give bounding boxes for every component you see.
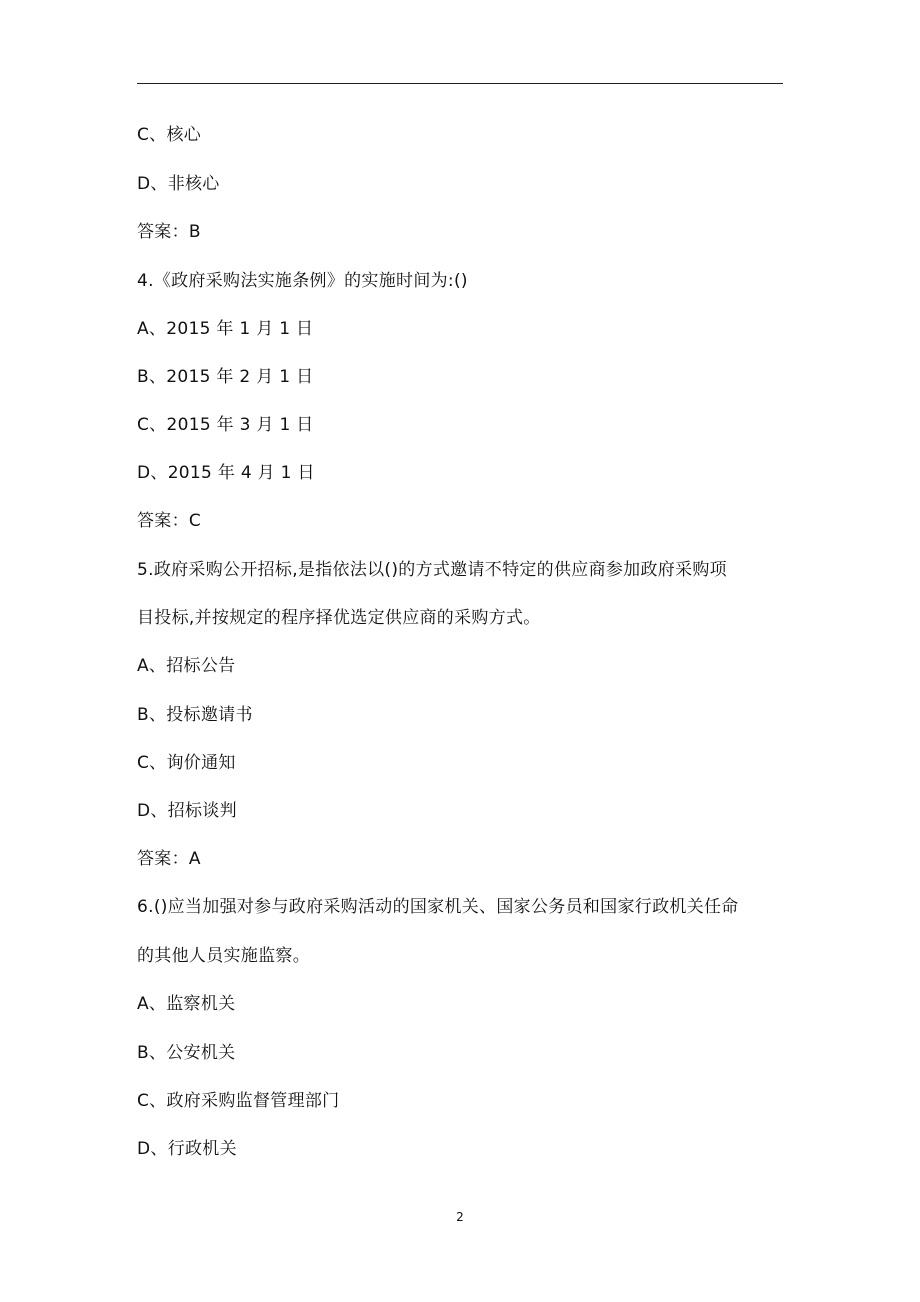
- q5-option-c: C、询价通知: [137, 753, 236, 773]
- q4-option-b: B、2015 年 2 月 1 日: [137, 367, 314, 387]
- q6-option-b: B、公安机关: [137, 1043, 236, 1063]
- q6-option-c: C、政府采购监督管理部门: [137, 1091, 340, 1111]
- q6-stem-line1: 6.()应当加强对参与政府采购活动的国家机关、国家公务员和国家行政机关任命: [137, 897, 739, 917]
- q3-option-c: C、核心: [137, 125, 202, 145]
- q4-stem: 4.《政府采购法实施条例》的实施时间为:(): [137, 271, 468, 291]
- q5-option-d: D、招标谈判: [137, 801, 237, 821]
- q3-answer: 答案：B: [137, 222, 201, 242]
- q6-option-d: D、行政机关: [137, 1139, 237, 1159]
- q4-option-c: C、2015 年 3 月 1 日: [137, 415, 314, 435]
- q5-stem-line2: 目投标,并按规定的程序择优选定供应商的采购方式。: [137, 608, 541, 628]
- q4-option-d: D、2015 年 4 月 1 日: [137, 463, 315, 483]
- q3-option-d: D、非核心: [137, 174, 220, 194]
- q5-option-a: A、招标公告: [137, 656, 236, 676]
- q6-stem-line2: 的其他人员实施监察。: [137, 946, 310, 966]
- q6-option-a: A、监察机关: [137, 994, 236, 1014]
- header-rule: [137, 83, 783, 84]
- q5-stem-line1: 5.政府采购公开招标,是指依法以()的方式邀请不特定的供应商参加政府采购项: [137, 560, 727, 580]
- q4-answer: 答案：C: [137, 511, 202, 531]
- q4-option-a: A、2015 年 1 月 1 日: [137, 319, 314, 339]
- q5-option-b: B、投标邀请书: [137, 705, 253, 725]
- page-number: 2: [456, 1210, 464, 1224]
- q5-answer: 答案：A: [137, 849, 201, 869]
